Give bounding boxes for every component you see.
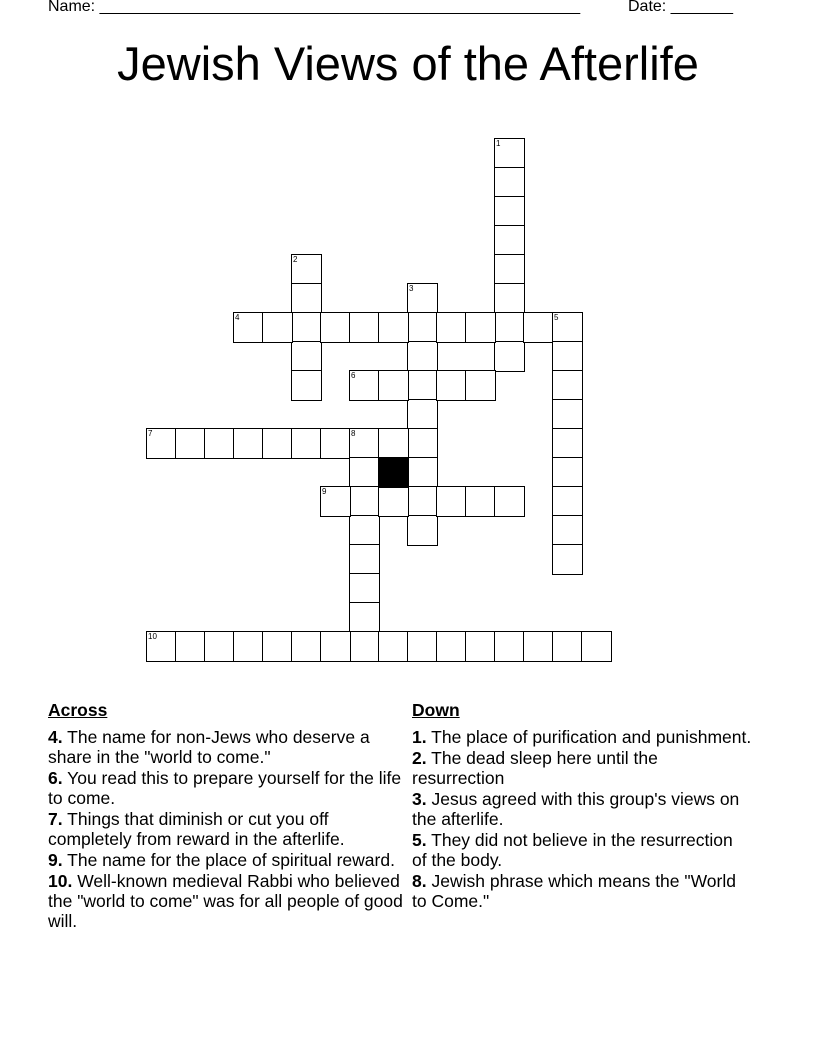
crossword-cell[interactable] [146, 428, 177, 459]
crossword-cell[interactable] [146, 631, 177, 662]
across-clues [48, 700, 408, 932]
crossword-cell[interactable] [349, 631, 380, 662]
crossword-cell[interactable] [291, 428, 322, 459]
cell-number: 3 [409, 284, 414, 293]
cell-number: 6 [351, 371, 356, 380]
crossword-cell[interactable] [552, 399, 583, 430]
cell-number: 7 [148, 429, 153, 438]
crossword-cell[interactable] [378, 370, 409, 401]
crossword-cell[interactable] [581, 631, 612, 662]
clue-number: 3. [412, 789, 427, 809]
clue-text: The name for the place of spiritual reward. [67, 850, 395, 870]
page-title: Jewish Views of the Afterlife [117, 37, 699, 90]
crossword-cell[interactable] [349, 544, 380, 575]
crossword-cell[interactable] [436, 631, 467, 662]
cell-number: 1 [496, 139, 501, 148]
crossword-cell[interactable] [204, 631, 235, 662]
crossword-cell[interactable] [349, 486, 380, 517]
crossword-cell[interactable] [523, 631, 554, 662]
crossword-cell[interactable] [494, 341, 525, 372]
down-clue [412, 748, 752, 788]
crossword-cell[interactable] [552, 515, 583, 546]
crossword-cell[interactable] [552, 370, 583, 401]
crossword-cell[interactable] [494, 225, 525, 256]
crossword-cell[interactable] [349, 457, 380, 488]
crossword-cell[interactable] [552, 341, 583, 372]
crossword-cell[interactable] [494, 254, 525, 285]
cell-number: 5 [554, 313, 559, 322]
crossword-cell[interactable] [291, 370, 322, 401]
crossword-cell[interactable] [494, 138, 525, 169]
crossword-cell[interactable] [291, 254, 322, 285]
down-clue [412, 789, 752, 829]
crossword-cell[interactable] [349, 602, 380, 633]
crossword-cell[interactable] [320, 312, 351, 343]
clue-number: 10. [48, 871, 73, 891]
clue-text: They did not believe in the resurrection of the body. [412, 830, 733, 870]
clue-text: The name for non-Jews who deserve a share in the "world to come." [48, 727, 370, 767]
crossword-cell[interactable] [378, 631, 409, 662]
crossword-cell[interactable] [465, 312, 496, 343]
crossword-cell[interactable] [291, 312, 322, 343]
crossword-cell[interactable] [233, 631, 264, 662]
crossword-cell[interactable] [552, 312, 583, 343]
crossword-cell[interactable] [494, 631, 525, 662]
clue-number: 5. [412, 830, 427, 850]
crossword-cell[interactable] [436, 312, 467, 343]
crossword-cell[interactable] [349, 312, 380, 343]
cell-number: 8 [351, 429, 356, 438]
down-clues [412, 700, 752, 912]
date-field-line: Date: _______ [628, 0, 733, 15]
crossword-cell[interactable] [552, 631, 583, 662]
across-clue [48, 850, 408, 870]
across-clue [48, 727, 408, 767]
down-heading: Down [412, 700, 460, 720]
clue-text: Jesus agreed with this group's views on the afterlife. [412, 789, 740, 829]
clue-text: Well-known medieval Rabbi who believed the "world to come" was for all people of good will. [48, 871, 403, 931]
crossword-cell[interactable] [407, 428, 438, 459]
name-field-line: Name: ______________________________________________________ [48, 0, 581, 15]
crossword-cell[interactable] [291, 631, 322, 662]
across-heading: Across [48, 700, 108, 720]
crossword-cell[interactable] [233, 428, 264, 459]
crossword-cell[interactable] [407, 457, 438, 488]
crossword-cell[interactable] [378, 486, 409, 517]
crossword-cell[interactable] [378, 428, 409, 459]
clue-number: 2. [412, 748, 427, 768]
crossword-cell[interactable] [407, 399, 438, 430]
clue-text: The dead sleep here until the resurrection [412, 748, 658, 788]
cell-number: 4 [235, 313, 240, 322]
across-clue [48, 768, 408, 808]
crossword-cell[interactable] [320, 486, 351, 517]
crossword-cell[interactable] [378, 312, 409, 343]
crossword-cell[interactable] [465, 486, 496, 517]
clue-number: 6. [48, 768, 63, 788]
clue-text: Jewish phrase which means the "World to Come." [412, 871, 736, 911]
crossword-cell[interactable] [291, 341, 322, 372]
clue-number: 7. [48, 809, 63, 829]
crossword-cell[interactable] [407, 486, 438, 517]
crossword-cell[interactable] [523, 312, 554, 343]
crossword-cell[interactable] [465, 370, 496, 401]
crossword-cell[interactable] [349, 428, 380, 459]
crossword-cell[interactable] [494, 167, 525, 198]
crossword-cell[interactable] [407, 370, 438, 401]
clue-text: Things that diminish or cut you off completely from reward in the afterlife. [48, 809, 345, 849]
crossword-cell[interactable] [349, 573, 380, 604]
down-clue [412, 727, 752, 747]
down-clue [412, 871, 752, 911]
crossword-cell[interactable] [262, 631, 293, 662]
crossword-cell[interactable] [262, 428, 293, 459]
cell-number: 10 [148, 632, 157, 641]
crossword-cell[interactable] [552, 457, 583, 488]
crossword-cell[interactable] [552, 486, 583, 517]
crossword-cell[interactable] [436, 486, 467, 517]
clue-number: 1. [412, 727, 427, 747]
crossword-cell[interactable] [320, 631, 351, 662]
clue-number: 8. [412, 871, 427, 891]
crossword-cell[interactable] [407, 283, 438, 314]
crossword-cell[interactable] [494, 486, 525, 517]
crossword-cell[interactable] [407, 631, 438, 662]
clue-text: The place of purification and punishment. [431, 727, 752, 747]
crossword-cell[interactable] [494, 312, 525, 343]
crossword-cell[interactable] [349, 370, 380, 401]
cell-number: 9 [322, 487, 327, 496]
crossword-cell[interactable] [175, 631, 206, 662]
crossword-cell[interactable] [262, 312, 293, 343]
crossword-cell[interactable] [407, 515, 438, 546]
crossword-cell[interactable] [552, 428, 583, 459]
crossword-cell[interactable] [175, 428, 206, 459]
crossword-cell[interactable] [465, 631, 496, 662]
crossword-cell[interactable] [204, 428, 235, 459]
crossword-cell[interactable] [233, 312, 264, 343]
crossword-cell[interactable] [407, 312, 438, 343]
across-clue [48, 809, 408, 849]
clue-text: You read this to prepare yourself for the life to come. [48, 768, 402, 808]
crossword-cell[interactable] [407, 341, 438, 372]
blocked-cell [378, 457, 409, 488]
crossword-cell[interactable] [552, 544, 583, 575]
crossword-cell[interactable] [494, 196, 525, 227]
crossword-cell[interactable] [494, 283, 525, 314]
clue-number: 4. [48, 727, 63, 747]
down-clue [412, 830, 752, 870]
crossword-cell[interactable] [349, 515, 380, 546]
across-clue [48, 871, 408, 931]
cell-number: 2 [293, 255, 298, 264]
crossword-cell[interactable] [436, 370, 467, 401]
clue-number: 9. [48, 850, 63, 870]
crossword-cell[interactable] [291, 283, 322, 314]
crossword-cell[interactable] [320, 428, 351, 459]
